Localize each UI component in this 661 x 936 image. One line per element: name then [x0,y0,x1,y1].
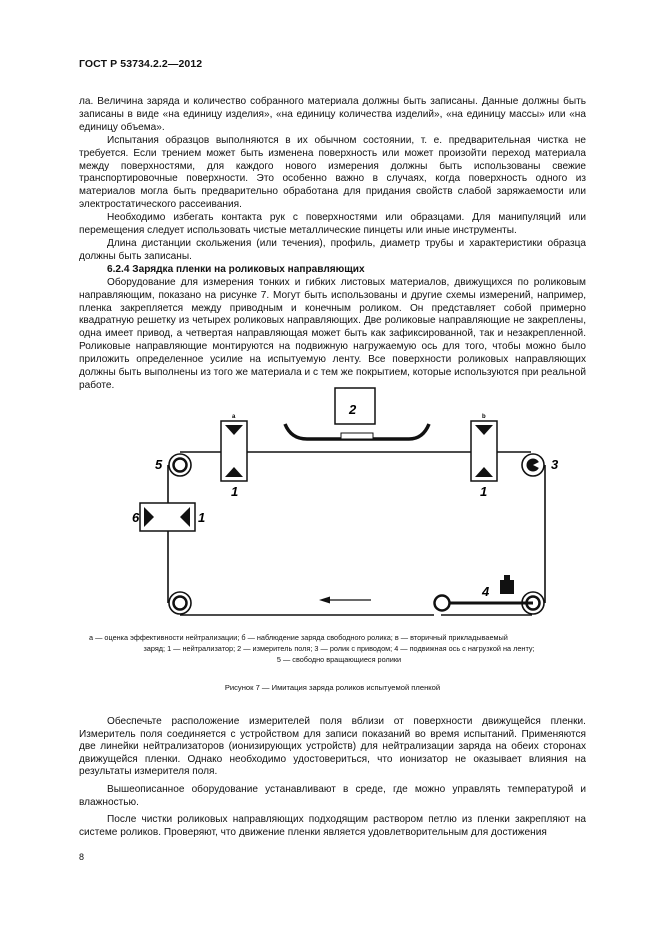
document-header: ГОСТ Р 53734.2.2—2012 [79,58,203,70]
bottom-text-block [79,716,586,844]
paragraph-field-meters: Обеспечьте расположение измерителей поля вблизи от поверхности движущейся пленки. Измеритель поля соединяется с устройством для записи показаний во время испытаний. Применяются две линейки нейтрализаторов (ионизирующих устройств) для нейтрализации заряда на обеих сторонах движущейся пленки. Однако необходимо удостовериться, что ионизатор не оказывает влияния на результаты измерителя поля. [79,716,586,778]
legend-line-1: а — оценка эффективности нейтрализации; б — наблюдение заряда свободного ролика; в — вторичный прикладываемый [89,633,508,642]
figure-caption: Рисунок 7 — Имитация заряда роликов испытуемой пленкой [224,683,441,692]
figure-legend [79,632,599,666]
neutralizer-side [140,503,195,531]
label-side-marker: 6 [132,510,140,525]
label-neutralizer-right: 1 [480,484,488,499]
top-text-block [79,96,586,393]
label-neutralizer-side: 1 [198,510,206,525]
load-weight-knob [504,575,510,580]
paragraph-continuation: ла. Величина заряда и количество собранного материала должны быть записаны. Данные должны быть записаны в виде «на единицу изделия», «на единицу количества изделий», «на единицу массы» или «на единицу объема». [79,96,586,133]
roller-top-left [169,454,191,476]
neutralizer-top-right [471,421,497,481]
paragraph-cleaning: После чистки роликовых направляющих подходящим раствором петлю из пленки закрепляют на системе роликов. Проверяют, что движение пленки является удовлетворительным для достижения [79,814,586,838]
roller-bottom-left [169,592,191,614]
label-load-axis: 4 [482,584,490,599]
legend-line-2: заряд; 1 — нейтрализатор; 2 — измеритель поля; 3 — ролик с приводом; 4 — подвижная ось с нагрузкой на ленту; [143,644,535,654]
direction-arrow-head [319,597,330,604]
load-axis-roller [435,596,450,611]
load-weight [500,580,514,594]
legend-line-3: 5 — свободно вращающиеся ролики [276,655,402,665]
label-neutralizer-left: 1 [231,484,239,499]
label-meter: 2 [349,402,357,417]
paragraph-environment: Вышеописанное оборудование устанавливают в среде, где можно управлять температурой и влажностью. [79,783,586,808]
paragraph-samples: Испытания образцов выполняются в их обычном состоянии, т. е. предварительная чистка не требуется. Если трением может быть изменена поверхность или может произойти переход материала между поверхностями, для каждого нового измерения должны быть использованы свежие транспортировочные поверхности. Это особенно важно в случаях, когда поверхность одного из материалов могла быть предварительно обработана для придания свойств слабой заряжаемости или электростатического рассеивания. [79,134,586,211]
paragraph-distance: Длина дистанции скольжения (или течения), профиль, диаметр трубы и характеристики образца должны быть записаны. [79,237,586,262]
label-roller-free: 5 [155,457,163,472]
roller-top-right-driven [522,454,544,476]
paragraph-equipment: Оборудование для измерения тонких и гибких листовых материалов, движущихся по роликовым направляющим, показано на рисунке 7. Могут быть использованы и другие схемы измерений, например, пленка закрепляется между приводным и конечным роликом. Он представляет собой примерно квадратную решетку из четырех роликовых направляющих. Две роликовые направляющие не закреплены, одна имеет привод, а четвертая направляющая может быть как зафиксированной, так и незакрепленной. Роликовые направляющие монтируются на подвижную нагружаемую ось для того, чтобы можно было приложить определенное усилие на испытуемую ленту. Все поверхности роликовых направляющих должны быть выполнены из того же материала и с тем же покрытием, которые используются при реальной работе. [79,276,586,391]
marker-b: b [482,414,486,420]
label-roller-driven: 3 [551,457,559,472]
section-heading: 6.2.4 Зарядка пленки на роликовых направляющих [107,263,365,275]
paragraph-hands: Необходимо избегать контакта рук с поверхностями или образцами. Для манипуляций или перемещения следует использовать чистые металлические пинцеты или иные инструменты. [79,212,586,237]
marker-a: a [232,414,236,420]
roller-figure [79,385,579,630]
field-meter-sensor [341,433,373,439]
neutralizer-top-left [221,421,247,481]
page-number: 8 [79,852,85,862]
